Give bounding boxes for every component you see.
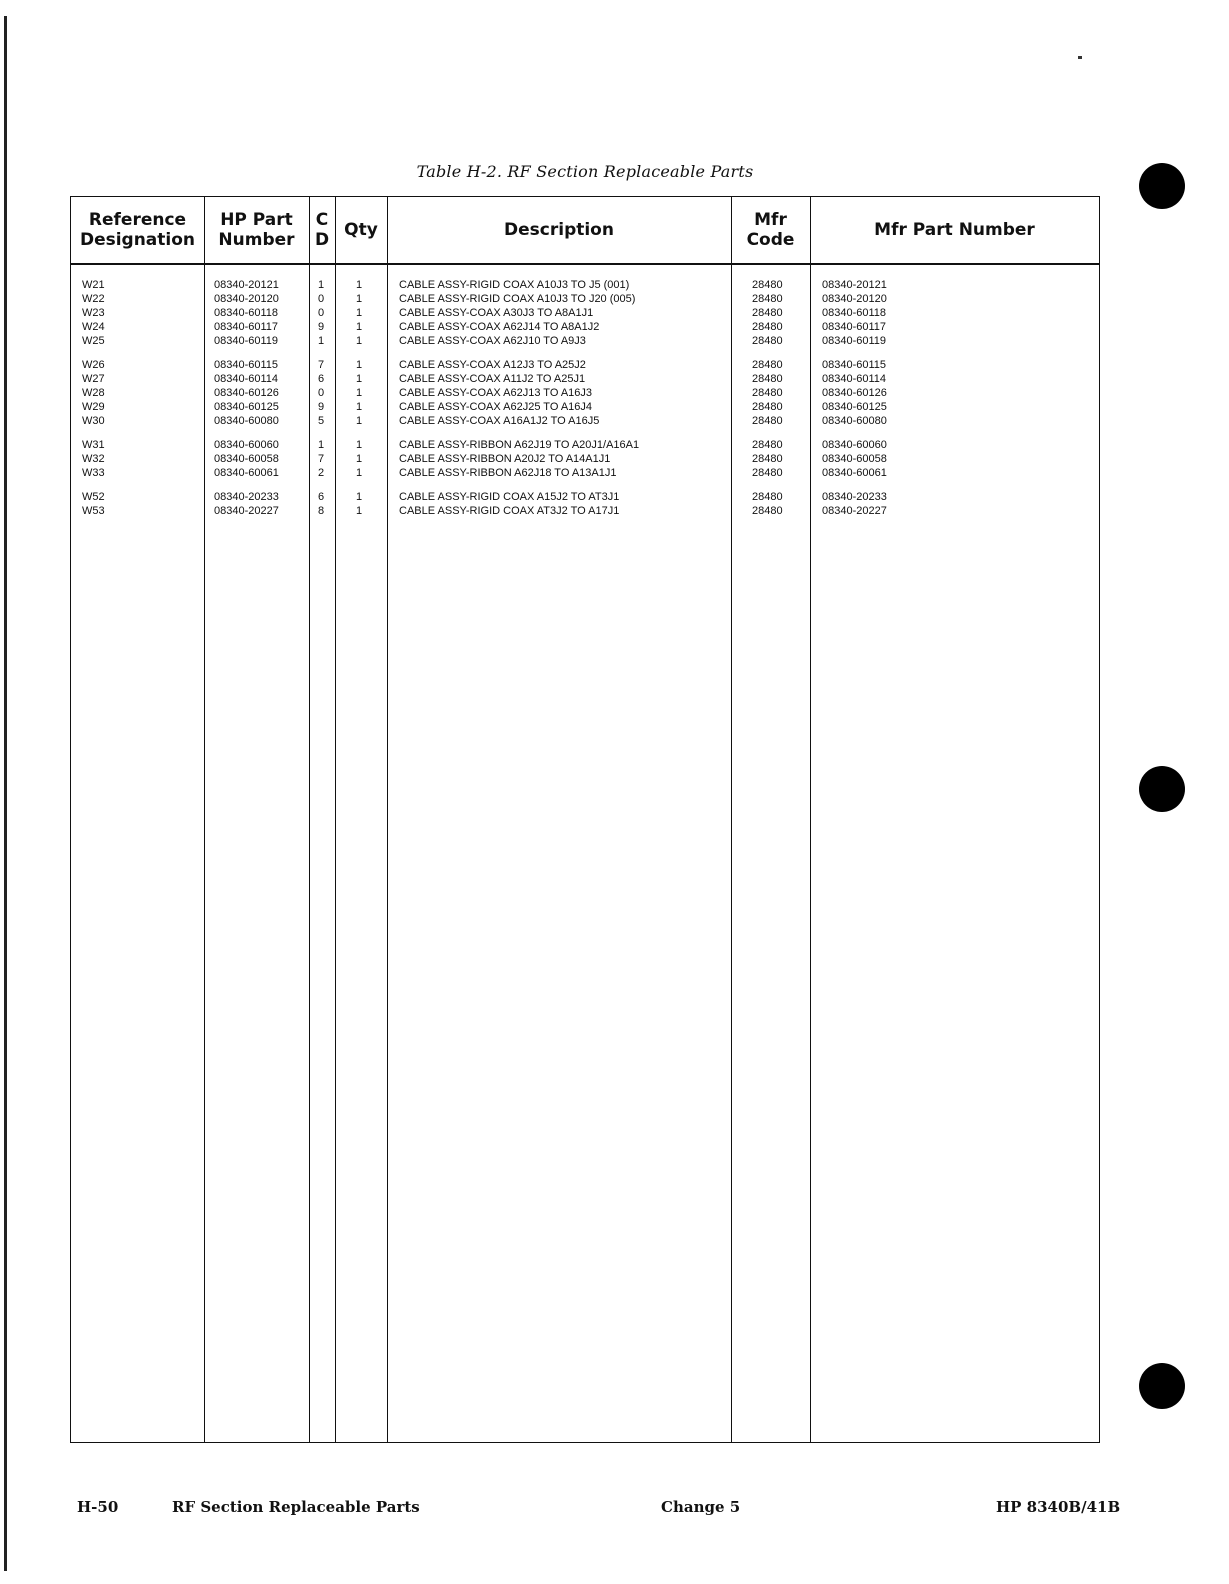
punch-hole-middle (1139, 766, 1185, 812)
check-digit-cell: 6 (317, 491, 325, 503)
header-hp-part-number: HP Part Number (218, 210, 295, 250)
table-row (71, 372, 1099, 386)
check-digit-cell: 0 (317, 307, 325, 319)
table-title: Table H-2. RF Section Replaceable Parts (416, 162, 754, 181)
mfr-part-number-cell: 08340-60080 (822, 415, 887, 427)
check-digit-cell: 9 (317, 401, 325, 413)
left-margin-rule (4, 16, 7, 1571)
mfr-code-cell: 28480 (752, 491, 783, 503)
hp-part-number-cell: 08340-60080 (214, 415, 279, 427)
table-row (71, 334, 1099, 348)
check-digit-cell: 7 (317, 453, 325, 465)
mfr-code-cell: 28480 (752, 293, 783, 305)
reference-designation-cell: W53 (82, 505, 105, 517)
mfr-part-number-cell: 08340-60061 (822, 467, 887, 479)
quantity-cell: 1 (355, 359, 363, 371)
mfr-part-number-cell: 08340-20120 (822, 293, 887, 305)
table-row (71, 386, 1099, 400)
mfr-part-number-cell: 08340-60115 (822, 359, 887, 371)
mfr-code-cell: 28480 (752, 467, 783, 479)
table-row (71, 278, 1099, 292)
mfr-part-number-cell: 08340-60125 (822, 401, 887, 413)
hp-part-number-cell: 08340-60118 (214, 307, 279, 319)
reference-designation-cell: W52 (82, 491, 105, 503)
hp-part-number-cell: 08340-60060 (214, 439, 279, 451)
mfr-code-cell: 28480 (752, 321, 783, 333)
header-reference-designation: Reference Designation (79, 210, 196, 250)
footer-page-number: H-50 (77, 1498, 119, 1516)
table-row (71, 414, 1099, 428)
table-row (71, 306, 1099, 320)
quantity-cell: 1 (355, 307, 363, 319)
quantity-cell: 1 (355, 387, 363, 399)
footer-section-title: RF Section Replaceable Parts (172, 1498, 420, 1516)
mfr-code-cell: 28480 (752, 387, 783, 399)
quantity-cell: 1 (355, 401, 363, 413)
hp-part-number-cell: 08340-60115 (214, 359, 279, 371)
table-row (71, 490, 1099, 504)
quantity-cell: 1 (355, 505, 363, 517)
reference-designation-cell: W28 (82, 387, 105, 399)
quantity-cell: 1 (355, 467, 363, 479)
mfr-part-number-cell: 08340-60119 (822, 335, 887, 347)
description-cell: CABLE ASSY-RIGID COAX A15J2 TO AT3J1 (399, 491, 620, 503)
quantity-cell: 1 (355, 491, 363, 503)
reference-designation-cell: W26 (82, 359, 105, 371)
description-cell: CABLE ASSY-RIGID COAX A10J3 TO J20 (005) (399, 293, 636, 305)
table-row (71, 320, 1099, 334)
mfr-code-cell: 28480 (752, 335, 783, 347)
footer-model: HP 8340B/41B (996, 1498, 1121, 1516)
mfr-code-cell: 28480 (752, 359, 783, 371)
quantity-cell: 1 (355, 335, 363, 347)
mfr-part-number-cell: 08340-20227 (822, 505, 887, 517)
description-cell: CABLE ASSY-COAX A16A1J2 TO A16J5 (399, 415, 600, 427)
hp-part-number-cell: 08340-20121 (214, 279, 279, 291)
mfr-part-number-cell: 08340-60114 (822, 373, 887, 385)
check-digit-cell: 0 (317, 387, 325, 399)
mfr-part-number-cell: 08340-20233 (822, 491, 887, 503)
hp-part-number-cell: 08340-20227 (214, 505, 279, 517)
check-digit-cell: 0 (317, 293, 325, 305)
description-cell: CABLE ASSY-COAX A62J25 TO A16J4 (399, 401, 593, 413)
quantity-cell: 1 (355, 321, 363, 333)
parts-table (70, 196, 1100, 1443)
quantity-cell: 1 (355, 373, 363, 385)
quantity-cell: 1 (355, 415, 363, 427)
table-row (71, 452, 1099, 466)
hp-part-number-cell: 08340-20120 (214, 293, 279, 305)
header-qty: Qty (344, 220, 378, 240)
mfr-code-cell: 28480 (752, 279, 783, 291)
reference-designation-cell: W33 (82, 467, 105, 479)
hp-part-number-cell: 08340-60125 (214, 401, 279, 413)
check-digit-cell: 8 (317, 505, 325, 517)
description-cell: CABLE ASSY-RIBBON A62J19 TO A20J1/A16A1 (399, 439, 640, 451)
hp-part-number-cell: 08340-60114 (214, 373, 279, 385)
table-row (71, 466, 1099, 480)
mfr-code-cell: 28480 (752, 505, 783, 517)
check-digit-cell: 1 (317, 279, 325, 291)
header-cd: C D (314, 210, 330, 250)
hp-part-number-cell: 08340-60117 (214, 321, 279, 333)
description-cell: CABLE ASSY-COAX A62J13 TO A16J3 (399, 387, 593, 399)
check-digit-cell: 9 (317, 321, 325, 333)
table-row (71, 504, 1099, 518)
reference-designation-cell: W24 (82, 321, 105, 333)
description-cell: CABLE ASSY-RIBBON A62J18 TO A13A1J1 (399, 467, 617, 479)
mfr-code-cell: 28480 (752, 453, 783, 465)
reference-designation-cell: W29 (82, 401, 105, 413)
description-cell: CABLE ASSY-COAX A11J2 TO A25J1 (399, 373, 586, 385)
description-cell: CABLE ASSY-COAX A62J10 TO A9J3 (399, 335, 586, 347)
mfr-part-number-cell: 08340-60117 (822, 321, 887, 333)
reference-designation-cell: W23 (82, 307, 105, 319)
description-cell: CABLE ASSY-COAX A12J3 TO A25J2 (399, 359, 586, 371)
description-cell: CABLE ASSY-COAX A30J3 TO A8A1J1 (399, 307, 594, 319)
header-description: Description (504, 220, 614, 240)
check-digit-cell: 2 (317, 467, 325, 479)
reference-designation-cell: W27 (82, 373, 105, 385)
description-cell: CABLE ASSY-COAX A62J14 TO A8A1J2 (399, 321, 600, 333)
mfr-code-cell: 28480 (752, 307, 783, 319)
mfr-code-cell: 28480 (752, 401, 783, 413)
reference-designation-cell: W30 (82, 415, 105, 427)
hp-part-number-cell: 08340-60058 (214, 453, 279, 465)
header-mfr-code: Mfr Code (746, 210, 795, 250)
mfr-part-number-cell: 08340-60058 (822, 453, 887, 465)
check-digit-cell: 1 (317, 335, 325, 347)
quantity-cell: 1 (355, 453, 363, 465)
hp-part-number-cell: 08340-20233 (214, 491, 279, 503)
quantity-cell: 1 (355, 439, 363, 451)
header-mfr-part-number: Mfr Part Number (874, 220, 1035, 240)
check-digit-cell: 5 (317, 415, 325, 427)
mfr-code-cell: 28480 (752, 415, 783, 427)
hp-part-number-cell: 08340-60061 (214, 467, 279, 479)
hp-part-number-cell: 08340-60126 (214, 387, 279, 399)
mfr-part-number-cell: 08340-20121 (822, 279, 887, 291)
description-cell: CABLE ASSY-RIGID COAX AT3J2 TO A17J1 (399, 505, 620, 517)
punch-hole-bottom (1139, 1363, 1185, 1409)
quantity-cell: 1 (355, 279, 363, 291)
table-row (71, 400, 1099, 414)
footer-change: Change 5 (661, 1498, 741, 1516)
mfr-part-number-cell: 08340-60118 (822, 307, 887, 319)
header-divider (71, 263, 1099, 265)
quantity-cell: 1 (355, 293, 363, 305)
table-row (71, 438, 1099, 452)
reference-designation-cell: W31 (82, 439, 105, 451)
scan-speck (1078, 56, 1082, 59)
check-digit-cell: 1 (317, 439, 325, 451)
reference-designation-cell: W32 (82, 453, 105, 465)
table-row (71, 358, 1099, 372)
hp-part-number-cell: 08340-60119 (214, 335, 279, 347)
description-cell: CABLE ASSY-RIBBON A20J2 TO A14A1J1 (399, 453, 611, 465)
mfr-code-cell: 28480 (752, 373, 783, 385)
reference-designation-cell: W25 (82, 335, 105, 347)
check-digit-cell: 6 (317, 373, 325, 385)
check-digit-cell: 7 (317, 359, 325, 371)
description-cell: CABLE ASSY-RIGID COAX A10J3 TO J5 (001) (399, 279, 630, 291)
reference-designation-cell: W21 (82, 279, 105, 291)
mfr-part-number-cell: 08340-60060 (822, 439, 887, 451)
mfr-part-number-cell: 08340-60126 (822, 387, 887, 399)
table-row (71, 292, 1099, 306)
reference-designation-cell: W22 (82, 293, 105, 305)
mfr-code-cell: 28480 (752, 439, 783, 451)
